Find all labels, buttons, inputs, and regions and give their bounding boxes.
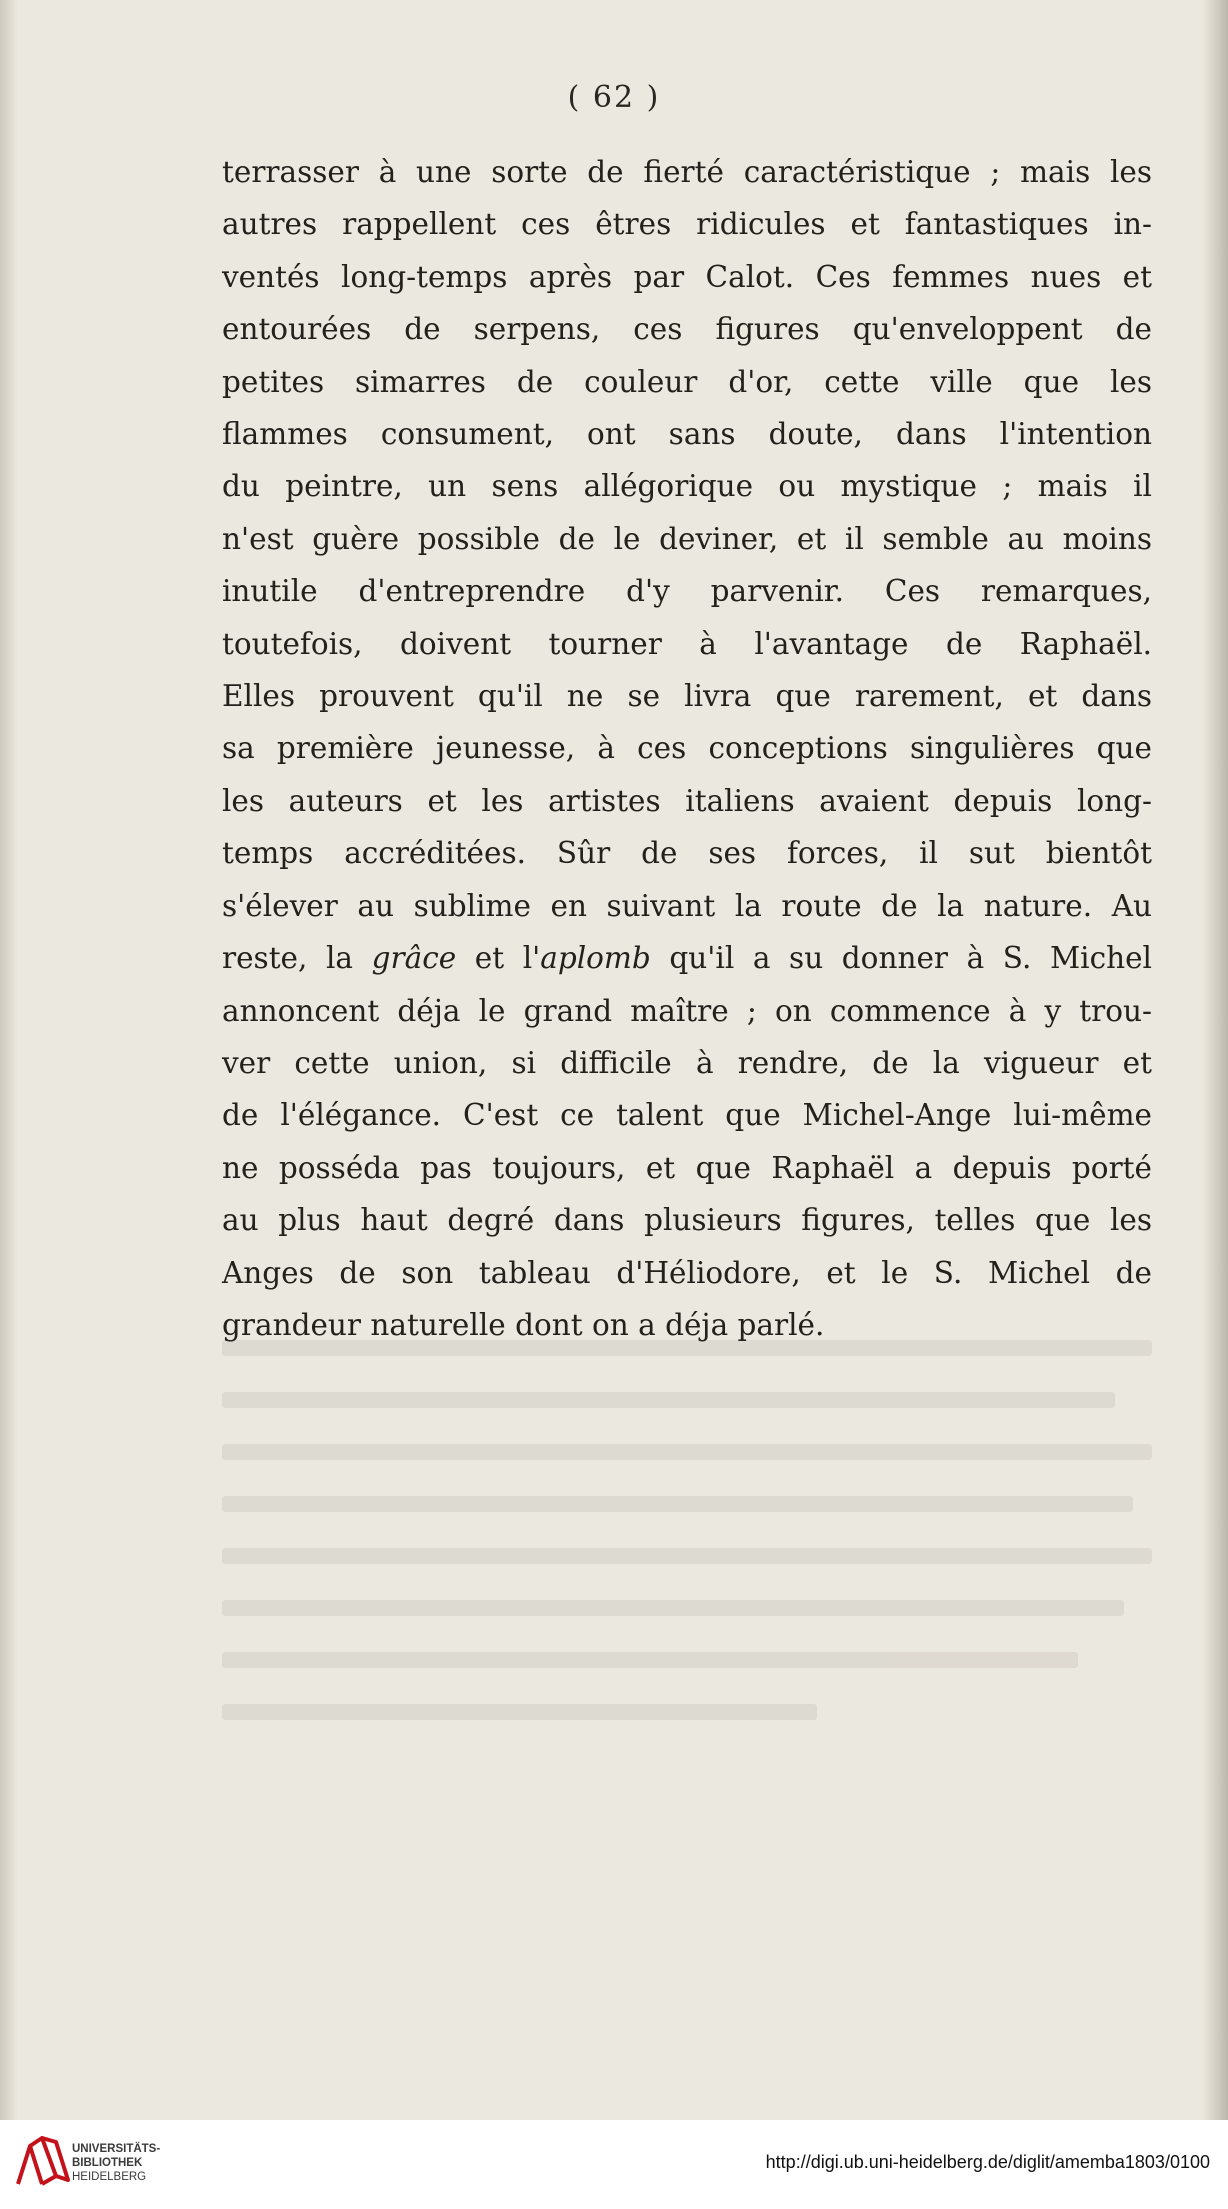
text-line: du peintre, un sens allégorique ou mystique ; mais il — [222, 469, 1152, 504]
text-line: ne posséda pas toujours, et que Raphaël a depuis porté — [222, 1150, 1152, 1185]
text-line: annoncent déja le grand maître ; on commence à y trou- — [222, 993, 1152, 1028]
text-line: Anges de son tableau d'Héliodore, et le S. Michel de — [222, 1255, 1152, 1290]
text-line: flammes consument, ont sans doute, dans l'intention — [222, 417, 1152, 452]
text-fragment: reste, la — [222, 941, 372, 976]
library-name-line: HEIDELBERG — [72, 2171, 147, 2183]
page-left-shadow — [0, 0, 18, 2120]
page-number: ( 62 ) — [567, 80, 661, 115]
text-line: ventés long-temps après par Calot. Ces femmes nues et — [222, 259, 1152, 294]
text-line: petites simarres de couleur d'or, cette ville que les — [222, 364, 1152, 399]
text-line: les auteurs et les artistes italiens avaient depuis long- — [222, 783, 1152, 818]
bleed-through-texture — [222, 1340, 1152, 1760]
university-library-logo-icon — [12, 2132, 74, 2194]
text-line: sa première jeunesse, à ces conceptions singulières que — [222, 731, 1152, 766]
text-fragment: et l' — [456, 941, 541, 976]
text-line: de l'élégance. C'est ce talent que Michel-Ange lui-même — [222, 1098, 1152, 1133]
page-right-shadow — [1202, 0, 1228, 2120]
library-name-line: UNIVERSITÄTS- — [72, 2143, 161, 2155]
text-line: Elles prouvent qu'il ne se livra que rarement, et dans — [222, 679, 1152, 714]
text-line: entourées de serpens, ces figures qu'enveloppent de — [222, 312, 1152, 347]
source-url[interactable]: http://digi.ub.uni-heidelberg.de/diglit/amemba1803/0100 — [765, 2152, 1210, 2172]
text-line-with-italics — [222, 932, 1152, 984]
text-line-last: grandeur naturelle dont on a déja parlé. — [222, 1307, 825, 1342]
text-line: autres rappellent ces êtres ridicules et fantastiques in- — [222, 207, 1152, 242]
text-line: inutile d'entreprendre d'y parvenir. Ces remarques, — [222, 574, 1152, 609]
italic-word-grace: grâce — [371, 941, 457, 976]
text-line: s'élever au sublime en suivant la route de la nature. Au — [222, 888, 1152, 923]
italic-word-aplomb: aplomb — [540, 941, 651, 976]
text-fragment: qu'il a su donner à S. Michel — [650, 941, 1152, 976]
text-line: n'est guère possible de le deviner, et il semble au moins — [222, 521, 1152, 556]
text-line: temps accréditées. Sûr de ses forces, il sut bientôt — [222, 836, 1152, 871]
library-name — [72, 2142, 160, 2184]
text-line: ver cette union, si difficile à rendre, de la vigueur et — [222, 1045, 1152, 1080]
text-line: terrasser à une sorte de fierté caractéristique ; mais les — [222, 155, 1152, 189]
library-name-line: BIBLIOTHEK — [72, 2157, 143, 2169]
text-line: toutefois, doivent tourner à l'avantage de Raphaël. — [222, 626, 1152, 661]
footer-bar — [0, 2120, 1228, 2209]
text-line: au plus haut degré dans plusieurs figures, telles que les — [222, 1203, 1152, 1238]
body-text — [222, 146, 1152, 1351]
